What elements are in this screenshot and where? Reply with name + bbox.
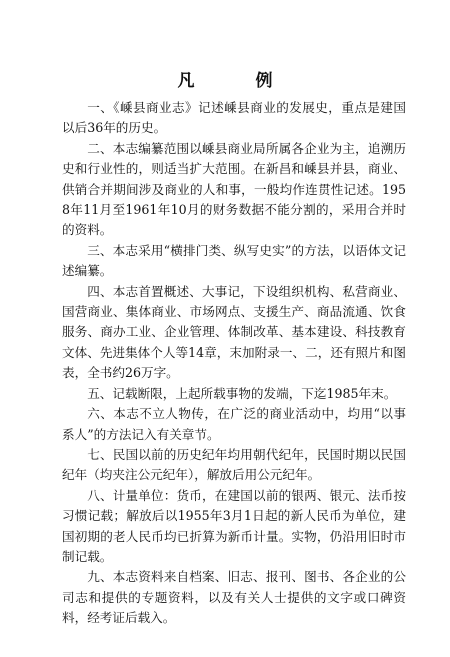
paragraph-7: 七、民国以前的历史纪年均用朝代纪年，民国时期以民国纪年（均夹注公元纪年），解放后用公元纪年。 (62, 446, 406, 483)
paragraph-6: 六、本志不立人物传，在广泛的商业活动中，均用“以事系人”的方法记入有关章节。 (62, 406, 406, 442)
document-body (62, 98, 406, 629)
paragraph-4: 四、本志首置概述、大事记，下设组织机构、私营商业、国营商业、集体商业、市场网点、支援生产、商品流通、饮食服务、商办工业、企业管理、体制改革、基本建设、科技教育文体、先进集体个人等14章，末加附录一、二，还有照片和图表，全书约26万字。 (62, 283, 406, 381)
paragraph-2: 二、本志编纂范围以嵊县商业局所属各企业为主，追溯历史和行业性的，则适当扩大范围。在新昌和嵊县并县，商业、供销合并期间涉及商业的人和事，一般均作连贯性记述。1958年11月至1961年10月的财务数据不能分割的，采用合并时的资料。 (62, 140, 406, 238)
paragraph-3: 三、本志采用“横排门类、纵写史实”的方法，以语体文记述编纂。 (62, 242, 406, 279)
paragraph-5: 五、记载断限，上起所载事物的发端，下迄1985年末。 (87, 385, 397, 401)
paragraph-9: 九、本志资料来自档案、旧志、报刊、图书、各企业的公司志和提供的专题资料，以及有关人士提供的文字或口碑资料，经考证后载入。 (62, 569, 406, 626)
paragraph-8: 八、计量单位：货币，在建国以前的银两、银元、法币按习惯记载；解放后以1955年3月1日起的新人民币为单位，建国初期的老人民币均已折算为新币计量。实物，仍沿用旧时市制记载。 (62, 487, 406, 564)
paragraph-1: 一、《嵊县商业志》记述嵊县商业的发展史，重点是建国以后36年的历史。 (62, 100, 406, 136)
page-title: 凡 例 (177, 71, 295, 91)
